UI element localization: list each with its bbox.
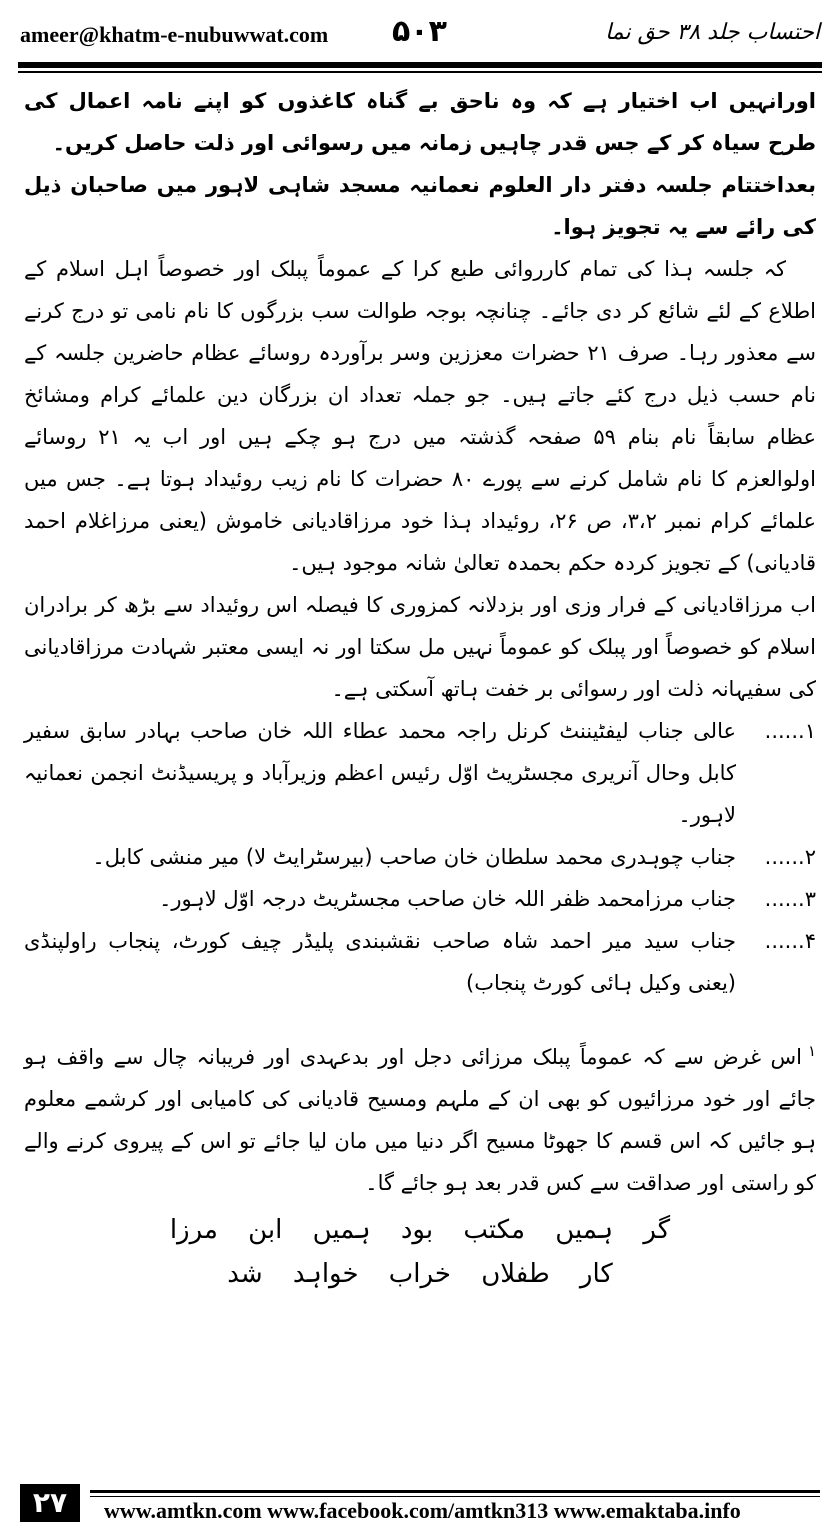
- header-rule-thick: [18, 62, 822, 68]
- page-header: [20, 12, 820, 56]
- list-item: [24, 878, 816, 920]
- list-item-number: ۱......: [764, 719, 816, 743]
- footer-page-number: ۲۷: [20, 1484, 80, 1522]
- paragraph-4: اب مرزاقادیانی کے فرار وزی اور بزدلانہ کمزوری کا فیصلہ اس روئیداد سے بڑھ کر برادران اسلام کو خصوصاً اور پبلک کو عموماً نہیں مل سکتا اور نہ ایسی معتبر شہادت مرزاقادیانی کی سفیہانہ ذلت اور رسوائی بر خفت ہاتھ آسکتی ہے۔: [24, 593, 816, 701]
- page-footer: [20, 1484, 820, 1528]
- footnote-mark: ۱: [807, 1042, 816, 1060]
- footer-links: www.amtkn.com www.facebook.com/amtkn313 www.emaktaba.info: [104, 1498, 741, 1523]
- list-item: [24, 710, 816, 836]
- list-item-number: ۲......: [764, 845, 816, 869]
- list-item-text: جناب سید میر احمد شاہ صاحب نقشبندی پلیڈر چیف کورٹ، پنجاب راولپنڈی (یعنی وکیل ہائی کورٹ پنجاب): [24, 929, 736, 995]
- paragraph-3: کہ جلسہ ہذا کی تمام کارروائی طبع کرا کے عموماً پبلک اور خصوصاً اہل اسلام کے اطلاع کے لئے شائع کر دی جائے۔ چنانچہ بوجہ طوالت سب بزرگوں کا نام نامی تو درج کرنے سے معذور رہا۔ صرف ۲۱ حضرات معززین وسر برآوردہ روسائے عظام حاضرین جلسہ کے نام حسب ذیل درج کئے جاتے ہیں۔ جو جملہ تعداد ان بزرگان دین علمائے کرام ومشائخ عظام سابقاً نام بنام ۵۹ صفحہ گذشتہ میں درج ہو چکے ہیں اور اب یہ ۲۱ روسائے اولوالعزم کا نام شامل کرنے سے پورے ۸۰ حضرات کا نام زیب روئیداد ہوتا ہے۔ جس میں علمائے کرام نمبر ۳،۲، ص ۲۶، روئیداد ہذا خود مرزاقادیانی خاموش (یعنی مرزاغلام احمد قادیانی) کے تجویز کردہ حکم بحمدہ تعالیٰ شانہ موجود ہیں۔: [24, 257, 817, 575]
- paragraph-2: بعداختتام جلسہ دفتر دار العلوم نعمانیہ مسجد شاہی لاہور میں صاحبان ذیل کی رائے سے یہ تجویز ہوا۔: [24, 173, 816, 239]
- footnote-text: اس غرض سے کہ عموماً پبلک مرزائی دجل اور بدعہدی اور فریبانہ چال سے واقف ہو جائے اور خود مرزائیوں کو بھی ان کے ملہم ومسیح قادیانی کی کامیابی اور کرشمے معلوم ہو جائیں کہ اس قسم کا جھوٹا مسیح اگر دنیا میں مان لیا جائے تو اس کے پیروی کرنے والے کو راستی اور صداقت سے کس قدر بعد ہو جائے گا۔: [24, 1045, 816, 1195]
- attendee-list: [24, 710, 816, 1004]
- poem-line-2: کار طفلاں خراب خواہد شد: [227, 1259, 613, 1289]
- poem: [24, 1208, 816, 1296]
- paragraph-1: اورانہیں اب اختیار ہے کہ وہ ناحق بے گناہ کاغذوں کو اپنے نامہ اعمال کی طرح سیاہ کر کے جس قدر چاہیں زمانہ میں رسوائی اور ذلت حاصل کریں۔: [24, 89, 816, 155]
- header-email: ameer@khatm-e-nubuwwat.com: [20, 22, 329, 47]
- list-item: [24, 836, 816, 878]
- footnote: [24, 1030, 816, 1204]
- footer-rule: [90, 1490, 820, 1493]
- list-item-number: ۴......: [764, 929, 816, 953]
- list-item-text: عالی جناب لیفٹیننٹ کرنل راجہ محمد عطاء اللہ خان صاحب بہادر سابق سفیر کابل وحال آنریری مجسٹریٹ اوّل رئیس اعظم وزیرآباد و پریسیڈنٹ انجمن نعمانیہ لاہور۔: [24, 719, 736, 827]
- list-item-text: جناب چوہدری محمد سلطان خان صاحب (بیرسٹرایٹ لا) میر منشی کابل۔: [92, 845, 736, 869]
- list-item: [24, 920, 816, 1004]
- header-page-number: ۵۰۳: [392, 14, 447, 49]
- list-item-number: ۳......: [764, 887, 816, 911]
- header-rule-thin: [18, 71, 822, 73]
- header-title: احتساب جلد ۳۸ حق نما: [605, 20, 820, 45]
- body-text: [24, 80, 816, 1296]
- footer-rule-thin: [90, 1496, 820, 1497]
- list-item-text: جناب مرزامحمد ظفر اللہ خان صاحب مجسٹریٹ درجہ اوّل لاہور۔: [159, 887, 736, 911]
- poem-line-1: گر ہمیں مکتب بود ہمیں ابن مرزا: [169, 1215, 671, 1245]
